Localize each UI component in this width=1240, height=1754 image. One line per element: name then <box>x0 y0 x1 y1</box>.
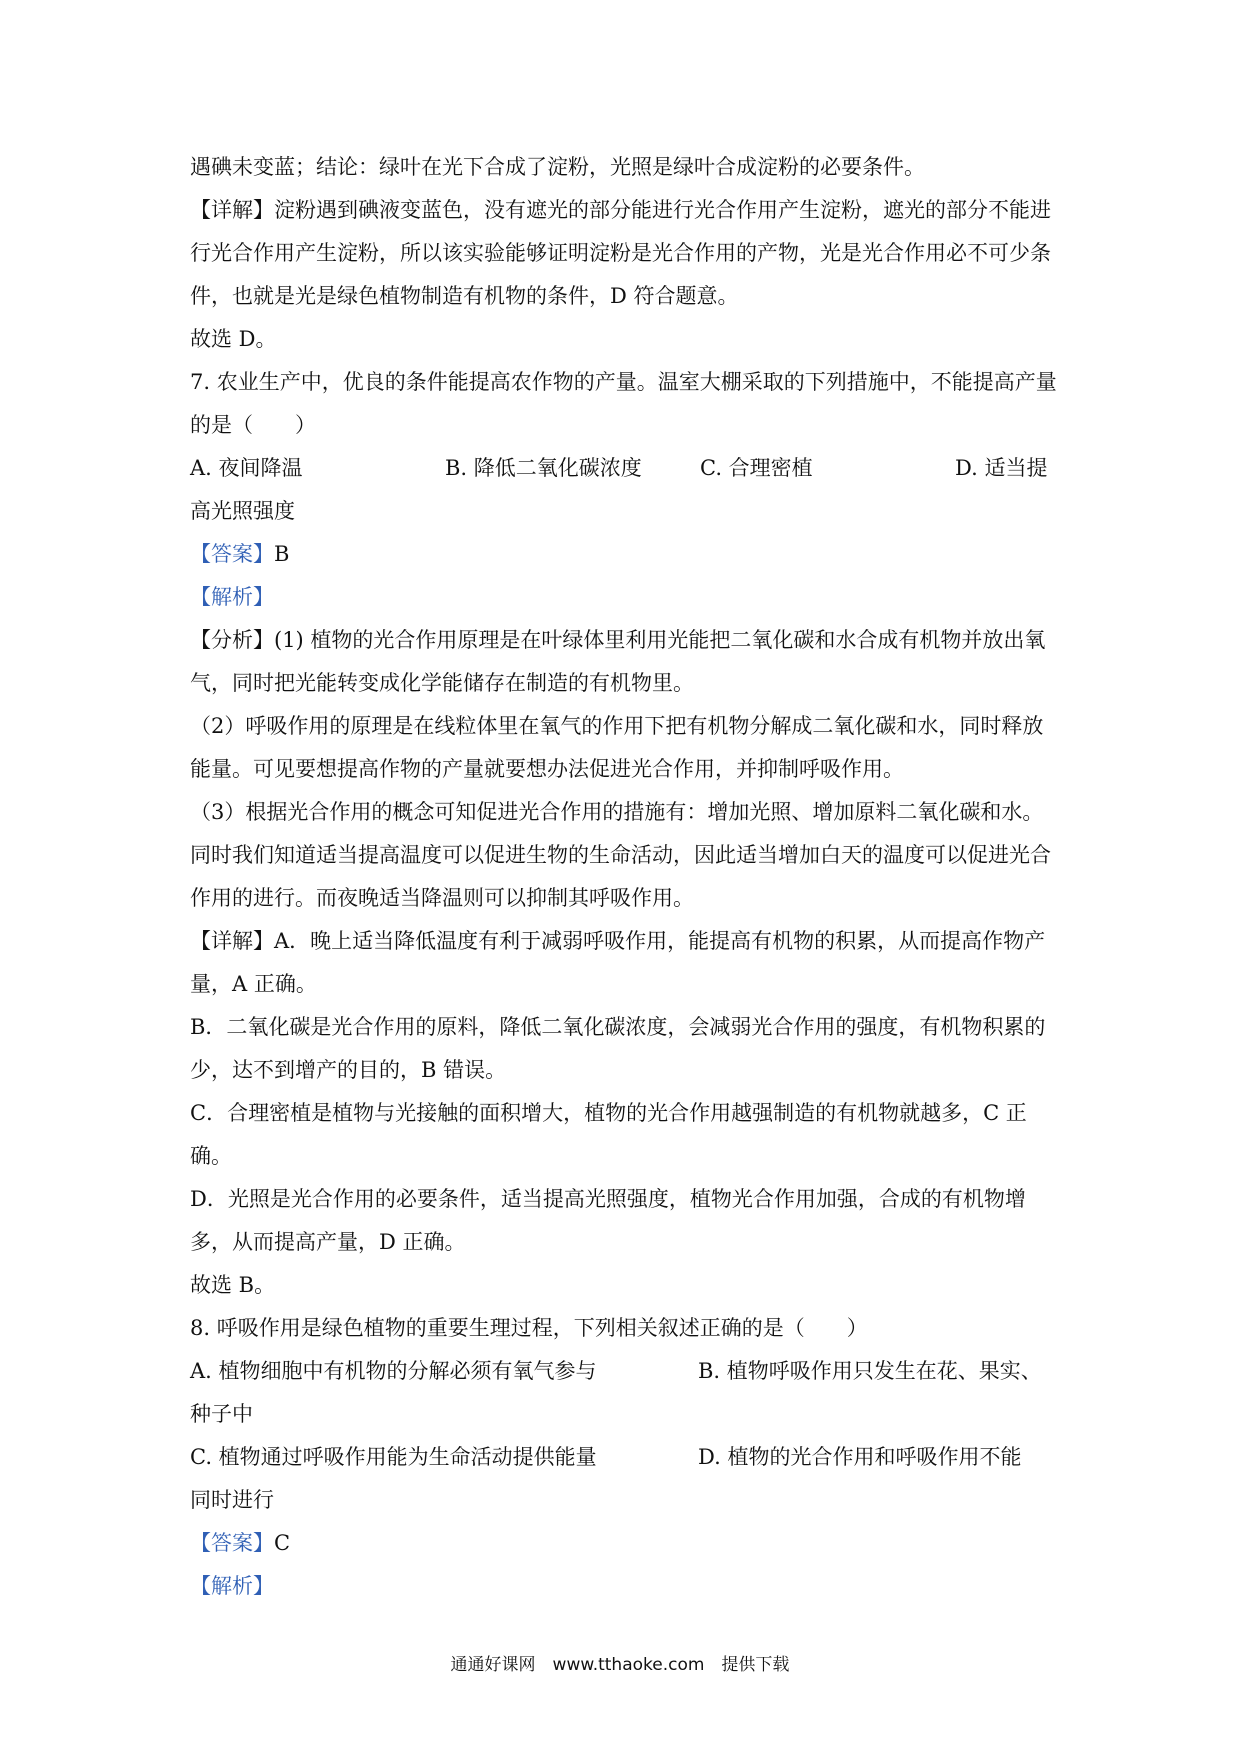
page-footer: 通通好课网 www.tthaoke.com 提供下载 <box>450 1655 790 1675</box>
fenxi-tag: 【分析】 <box>190 628 274 652</box>
question-8-options <box>190 1436 1060 1479</box>
option-d-continued: 同时进行 <box>190 1488 274 1512</box>
analysis-paragraph: （3）根据光合作用的概念可知促进光合作用的措施有：增加光照、增加原料二氧化碳和水。同时我们知道适当提高温度可以促进生物的生命活动，因此适当增加白天的温度可以促进光合作用的进行。而夜晚适当降温则可以抑制其呼吸作用。 <box>190 800 1051 910</box>
question-7-stem: 7. 农业生产中，优良的条件能提高农作物的产量。温室大棚采取的下列措施中，不能提高产量的是（ ） <box>190 370 1057 437</box>
question-8-options <box>190 1350 1060 1393</box>
question-7-options <box>190 447 1060 490</box>
option-d-continued: 高光照强度 <box>190 499 295 523</box>
detail-paragraph <box>190 920 1060 1006</box>
fenxi-text: (1) 植物的光合作用原理是在叶绿体里利用光能把二氧化碳和水合成有机物并放出氧气，同时把光能转变成化学能储存在制造的有机物里。 <box>190 628 1046 695</box>
analysis-paragraph: （2）呼吸作用的原理是在线粒体里在氧气的作用下把有机物分解成二氧化碳和水，同时释放能量。可见要想提高作物的产量就要想办法促进光合作用，并抑制呼吸作用。 <box>190 714 1044 781</box>
paragraph <box>190 189 1060 318</box>
answer <box>190 1522 1060 1565</box>
answer-tag: 【答案】 <box>190 1531 274 1555</box>
choice-conclusion: 故选 B。 <box>190 1273 276 1297</box>
choice-conclusion: 故选 D。 <box>190 327 277 351</box>
detail-paragraph: D．光照是光合作用的必要条件，适当提高光照强度，植物光合作用加强，合成的有机物增多，从而提高产量，D 正确。 <box>190 1187 1026 1254</box>
paragraph: 遇碘未变蓝；结论：绿叶在光下合成了淀粉，光照是绿叶合成淀粉的必要条件。 <box>190 155 925 179</box>
answer <box>190 533 1060 576</box>
detail-tag: 【详解】 <box>190 929 274 953</box>
analysis-tag: 【解析】 <box>190 585 274 609</box>
answer-tag: 【答案】 <box>190 542 274 566</box>
detail-paragraph: B．二氧化碳是光合作用的原料，降低二氧化碳浓度，会减弱光合作用的强度，有机物积累的少，达不到增产的目的，B 错误。 <box>190 1015 1046 1082</box>
option-d: D. 适当提 <box>955 456 1048 480</box>
option-b: B. 降低二氧化碳浓度 <box>445 456 642 480</box>
document-body <box>190 146 1060 1608</box>
option-b-continued: 种子中 <box>190 1402 253 1426</box>
question-8-stem: 8. 呼吸作用是绿色植物的重要生理过程，下列相关叙述正确的是（ ） <box>190 1316 868 1340</box>
detail-text: 淀粉遇到碘液变蓝色，没有遮光的部分能进行光合作用产生淀粉，遮光的部分不能进行光合作用产生淀粉，所以该实验能够证明淀粉是光合作用的产物，光是光合作用必不可少条件，也就是光是绿色植物制造有机物的条件，D 符合题意。 <box>190 198 1051 308</box>
detail-text: A．晚上适当降低温度有利于减弱呼吸作用，能提高有机物的积累，从而提高作物产量，A 正确。 <box>190 929 1046 996</box>
option-d: D. 植物的光合作用和呼吸作用不能 <box>698 1445 1022 1469</box>
detail-tag: 【详解】 <box>190 198 274 222</box>
option-c: C. 合理密植 <box>700 456 813 480</box>
option-a: A. 植物细胞中有机物的分解必须有氧气参与 <box>190 1359 597 1383</box>
option-c: C. 植物通过呼吸作用能为生命活动提供能量 <box>190 1445 597 1469</box>
detail-paragraph: C．合理密植是植物与光接触的面积增大，植物的光合作用越强制造的有机物就越多，C 正确。 <box>190 1101 1027 1168</box>
answer-value: B <box>274 542 290 566</box>
analysis-tag: 【解析】 <box>190 1574 274 1598</box>
analysis-paragraph <box>190 619 1060 705</box>
option-b: B. 植物呼吸作用只发生在花、果实、 <box>698 1359 1042 1383</box>
answer-value: C <box>274 1531 291 1555</box>
option-a: A. 夜间降温 <box>190 456 303 480</box>
